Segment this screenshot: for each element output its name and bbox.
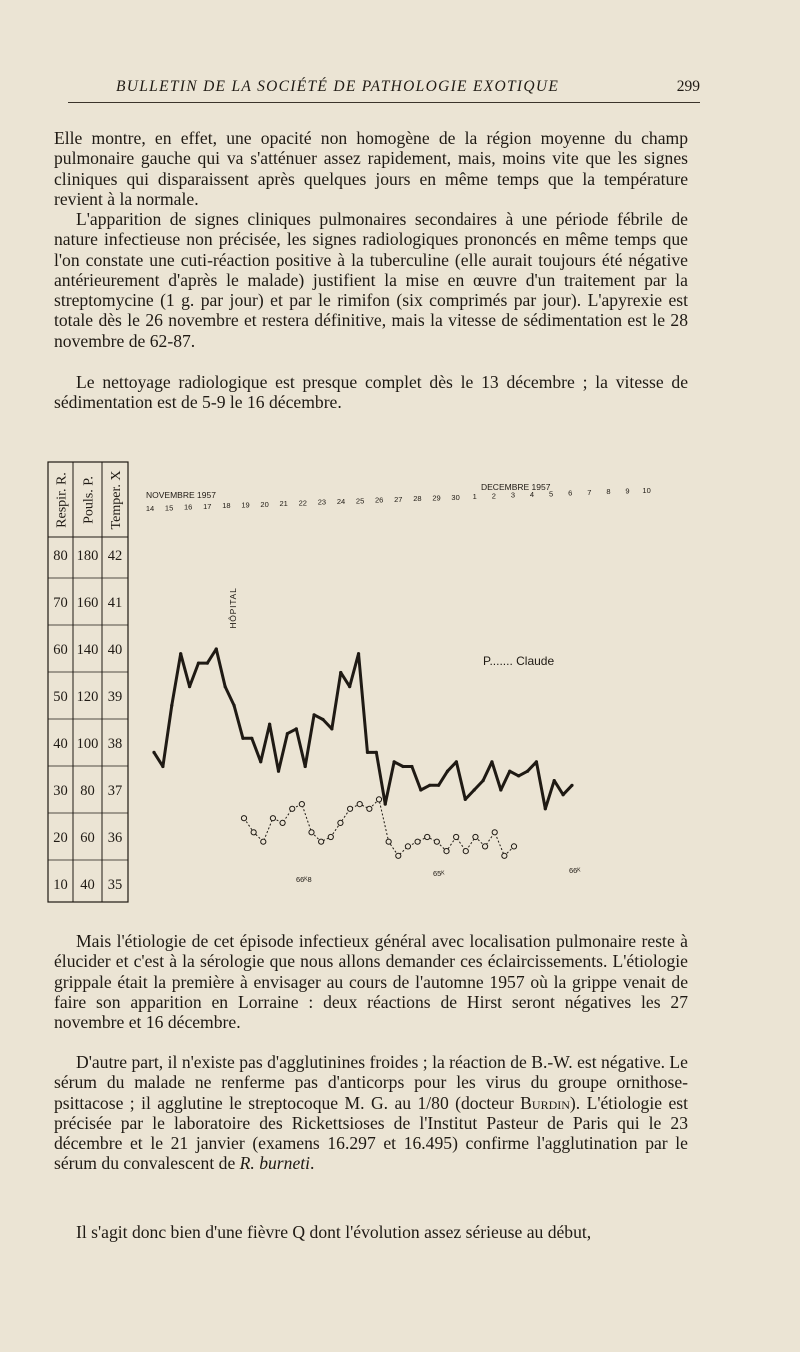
temperature-point [241, 737, 244, 740]
secondary-point [328, 834, 333, 839]
secondary-point [444, 849, 449, 854]
month-label: NOVEMBRE 1957 [146, 490, 216, 500]
sedimentation-label: 66ᴷ [569, 866, 581, 875]
sedimentation-label: 66ᴷ8 [296, 875, 312, 884]
day-label: 21 [279, 499, 288, 509]
day-label: 24 [336, 497, 346, 506]
patient-label: P....... Claude [483, 654, 555, 668]
scale-tick-label: 140 [76, 642, 99, 658]
scale-tick-label: 40 [80, 877, 95, 893]
secondary-point [473, 834, 478, 839]
temperature-point [455, 760, 458, 763]
temperature-point [437, 784, 440, 787]
secondary-point [338, 820, 343, 825]
scale-tick-label: 35 [107, 877, 123, 893]
scale-tick-label: 41 [107, 595, 123, 611]
day-label: 27 [394, 494, 403, 504]
temperature-point [464, 798, 467, 801]
secondary-point [396, 853, 401, 858]
temperature-point [339, 671, 342, 674]
temperature-point [366, 751, 369, 754]
temperature-point [544, 807, 547, 810]
paragraph-4: Mais l'étiologie de cet épisode infectieux général avec localisation pulmonaire reste à élucider et c'est à la sérologie que nous allons demander ces éclaircissements. L'étiologie grippale était la première à envisager au cours de l'automne 1957 où la grippe venait de faire son apparition en Lorraine : deux réactions de Hirst seront négatives les 27 novembre et 16 décembre. [54, 931, 688, 1033]
temperature-point [535, 760, 538, 763]
secondary-point [280, 820, 285, 825]
temperature-point [232, 704, 235, 707]
day-label: 29 [432, 493, 441, 503]
scale-column-header: Respir. R. [54, 472, 70, 528]
temperature-point [384, 803, 387, 806]
temperature-point [224, 685, 227, 688]
scale-tick-label: 100 [76, 736, 99, 752]
day-label: 6 [568, 488, 573, 498]
paragraph-3: Le nettoyage radiologique est presque complet dès le 13 décembre ; la vitesse de sédimentation est de 5-9 le 16 décembre. [54, 372, 688, 413]
day-label: 4 [529, 490, 535, 499]
temperature-point [446, 770, 449, 773]
temperature-point [268, 723, 271, 726]
temperature-point [161, 765, 164, 768]
secondary-point [405, 844, 410, 849]
temperature-point [312, 713, 315, 716]
temperature-point [410, 765, 413, 768]
temperature-point [428, 784, 431, 787]
temperature-point [517, 774, 520, 777]
scale-tick-label: 20 [53, 830, 68, 846]
secondary-point [511, 844, 516, 849]
paragraph-6: Il s'agit donc bien d'une fièvre Q dont l'évolution assez sérieuse au début, [76, 1222, 592, 1242]
day-label: 26 [375, 495, 384, 505]
month-label: DECEMBRE 1957 [481, 482, 551, 492]
scale-tick-label: 39 [107, 689, 123, 705]
temperature-point [321, 718, 324, 721]
temperature-point [375, 751, 378, 754]
day-label: 17 [203, 501, 212, 511]
temperature-point [553, 779, 556, 782]
secondary-point [309, 830, 314, 835]
hospital-label: HÔPITAL [228, 587, 238, 629]
secondary-point [251, 830, 256, 835]
temperature-point [188, 685, 191, 688]
temperature-point [286, 732, 289, 735]
secondary-point [367, 806, 372, 811]
temperature-point [570, 784, 573, 787]
day-label: 20 [260, 499, 269, 509]
scale-tick-label: 180 [76, 548, 99, 564]
temperature-point [215, 647, 218, 650]
temperature-point [197, 662, 200, 665]
temperature-point [526, 770, 529, 773]
secondary-point [386, 839, 391, 844]
temperature-point [393, 760, 396, 763]
secondary-point [482, 844, 487, 849]
scale-tick-label: 38 [107, 736, 123, 752]
p5-text-a: D'autre part, il n'existe pas d'agglutinines froides ; la réaction de B.-W. est négative. Le sérum du malade ne renferme pas d'anticorps pour les virus du groupe ornithose-psittacose ; il agglutine le streptocoque M. G. au 1/80 (docteur [54, 1052, 688, 1113]
scale-tick-label: 80 [53, 548, 68, 564]
day-label: 19 [241, 500, 250, 510]
temperature-point [179, 652, 182, 655]
temperature-point [481, 779, 484, 782]
scale-column-header: Pouls. P. [81, 476, 97, 524]
secondary-point [463, 849, 468, 854]
temperature-point [473, 788, 476, 791]
day-label: 28 [413, 494, 422, 504]
journal-title: BULLETIN DE LA SOCIÉTÉ DE PATHOLOGIE EXOTIQUE [116, 78, 560, 95]
secondary-point [347, 806, 352, 811]
day-label: 3 [510, 490, 515, 500]
secondary-point [376, 797, 381, 802]
day-label: 1 [472, 492, 477, 502]
scale-tick-label: 60 [53, 642, 68, 658]
day-label: 23 [317, 497, 327, 507]
secondary-point [502, 853, 507, 858]
day-label: 16 [184, 502, 193, 512]
day-label: 15 [164, 503, 174, 513]
temperature-point [295, 727, 298, 730]
day-label: 2 [491, 491, 496, 501]
scale-tick-label: 120 [76, 689, 99, 705]
secondary-point [241, 816, 246, 821]
species-name: R. burneti [239, 1153, 311, 1174]
scale-tick-label: 80 [80, 783, 95, 799]
secondary-point [261, 839, 266, 844]
day-label: 30 [451, 492, 460, 502]
secondary-point [434, 839, 439, 844]
secondary-point [319, 839, 324, 844]
scale-tick-label: 42 [107, 548, 123, 564]
scale-tick-label: 30 [53, 783, 68, 799]
author-name: Burdin [520, 1092, 570, 1113]
scale-tick-label: 37 [107, 783, 123, 799]
secondary-point [425, 834, 430, 839]
secondary-point [415, 839, 420, 844]
sedimentation-label: 65ᴷ [433, 869, 445, 878]
scale-tick-label: 36 [107, 830, 123, 846]
day-label: 25 [355, 496, 365, 506]
temperature-point [304, 765, 307, 768]
day-label: 18 [222, 501, 231, 511]
secondary-point [454, 834, 459, 839]
paragraph-1: Elle montre, en effet, une opacité non homogène de la région moyenne du champ pulmonaire gauche qui va s'atténuer assez rapidement, mais, moins vite que les signes cliniques qui disparaissent après quelques jours en même temps que la température revient à la normale. [54, 128, 688, 209]
temperature-point [419, 788, 422, 791]
temperature-point [170, 704, 173, 707]
secondary-point [290, 806, 295, 811]
temperature-point [259, 760, 262, 763]
day-label: 5 [549, 489, 554, 499]
scale-tick-label: 160 [76, 595, 99, 611]
secondary-point [270, 816, 275, 821]
secondary-dashed-line [244, 799, 514, 855]
day-label: 7 [587, 487, 592, 497]
temperature-point [499, 788, 502, 791]
scale-tick-label: 50 [53, 689, 68, 705]
day-label: 14 [145, 504, 155, 513]
temperature-point [401, 765, 404, 768]
temperature-point [330, 727, 333, 730]
scale-tick-label: 10 [53, 877, 68, 893]
temperature-point [250, 737, 253, 740]
temperature-point [277, 770, 280, 773]
paragraph-5 [54, 1052, 688, 1174]
temperature-point [562, 793, 565, 796]
day-label: 9 [625, 486, 630, 496]
scale-column-header: Temper. X [109, 470, 124, 530]
scale-tick-label: 70 [53, 595, 68, 611]
scale-tick-label: 40 [53, 736, 68, 752]
p5-text-b: ). L'étiologie est précisée par le laboratoire des Rickettsioses de l'Institut Pasteur de Paris qui le 23 décembre et le 21 janvier (examens 16.297 et 16.495) confirme l'agglutination par le sérum du convalescent de [54, 1092, 688, 1174]
day-label: 10 [642, 485, 651, 495]
temperature-point [357, 652, 360, 655]
temperature-point [508, 770, 511, 773]
temperature-point [152, 751, 155, 754]
secondary-point [299, 802, 304, 807]
secondary-point [492, 830, 497, 835]
temperature-point [206, 662, 209, 665]
p5-text-c: . [310, 1153, 315, 1174]
page-number: 299 [676, 78, 700, 95]
day-label: 8 [606, 487, 611, 497]
paragraph-2: L'apparition de signes cliniques pulmonaires secondaires à une période fébrile de nature infectieuse non précisée, les signes radiologiques prononcés en même temps que l'on constate une cuti-réaction positive à la tuberculine (elle aurait toujours été négative antérieurement d'après le malade) justifient la mise en œuvre d'un traitement par la streptomycine (1 g. par jour) et par le rimifon (six comprimés par jour). L'apyrexie est totale dès le 26 novembre et restera définitive, mais la vitesse de sédimentation est le 28 novembre de 62-87. [54, 209, 688, 351]
temperature-line [154, 649, 572, 809]
temperature-point [348, 685, 351, 688]
temperature-point [490, 760, 493, 763]
secondary-point [357, 802, 362, 807]
scale-tick-label: 40 [107, 642, 123, 658]
scale-tick-label: 60 [80, 830, 95, 846]
day-label: 22 [298, 498, 307, 508]
